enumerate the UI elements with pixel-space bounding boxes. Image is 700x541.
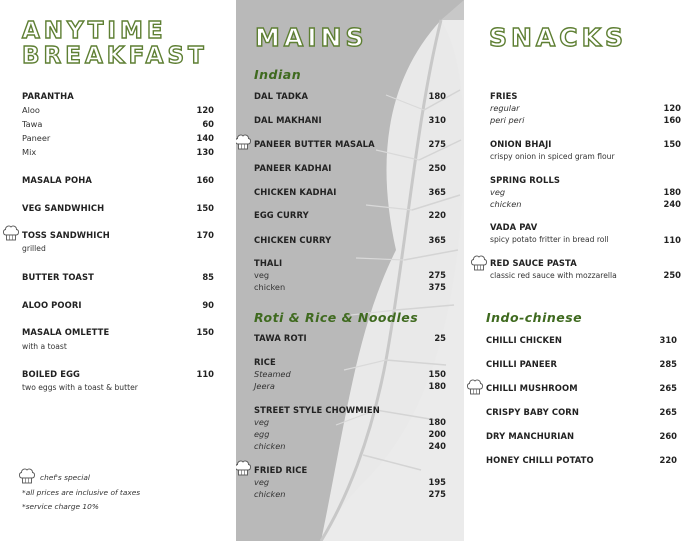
mains-title: MAINS [255, 23, 368, 52]
item-description: two eggs with a toast & butter [22, 383, 138, 392]
item-boiled-egg: BOILED EGG [22, 369, 81, 379]
variant-label: chicken [254, 489, 286, 499]
item-masala-omlette: MASALA OMLETTE [22, 327, 110, 337]
item-price: 310 [659, 335, 677, 345]
item-price: 110 [196, 369, 214, 379]
chef-special-note: chef's special [40, 473, 90, 482]
item-paneer-butter-masala: PANEER BUTTER MASALA [254, 139, 375, 149]
item-spring-rolls: SPRING ROLLS [490, 175, 561, 185]
variant-price: 240 [663, 199, 681, 209]
item-price: 265 [659, 383, 677, 393]
variant-price: 160 [663, 115, 681, 125]
item-veg-sandwich: VEG SANDWHICH [22, 203, 105, 213]
item-thali: THALI [254, 258, 283, 268]
variant-label: veg [254, 417, 270, 427]
item-street-style-chowmien: STREET STYLE CHOWMIEN [254, 405, 380, 415]
item-price: 160 [196, 175, 214, 185]
variant-price: 180 [428, 417, 446, 427]
variant-label: veg [254, 270, 270, 280]
item-onion-bhaji: ONION BHAJI [490, 139, 552, 149]
item-parantha: PARANTHA [22, 91, 74, 101]
variant-price: 60 [202, 119, 214, 129]
variant-label: egg [254, 429, 270, 439]
item-price: 285 [659, 359, 677, 369]
item-price: 250 [428, 163, 446, 173]
breakfast-title-line2: BREAKFAST [22, 43, 208, 69]
item-butter-toast: BUTTER TOAST [22, 272, 94, 282]
variant-label: veg [254, 477, 270, 487]
mains-column [236, 0, 464, 541]
snacks-column [464, 0, 700, 541]
chef-hat-icon [470, 253, 488, 273]
item-price: 90 [202, 300, 214, 310]
item-description: grilled [22, 244, 46, 253]
item-rice: RICE [254, 357, 276, 367]
variant-label: Paneer [22, 133, 51, 143]
item-price: 365 [428, 187, 446, 197]
variant-label: peri peri [490, 115, 525, 125]
item-price: 170 [196, 230, 214, 240]
variant-price: 150 [428, 369, 446, 379]
item-chilli-paneer: CHILLI PANEER [486, 359, 558, 369]
variant-label: Steamed [254, 369, 291, 379]
item-masala-poha: MASALA POHA [22, 175, 92, 185]
item-chilli-mushroom: CHILLI MUSHROOM [486, 383, 578, 393]
item-price: 250 [663, 270, 681, 280]
item-tawa-roti: TAWA ROTI [254, 333, 307, 343]
breakfast-title-line1: ANYTIME [22, 18, 167, 44]
item-price: 265 [659, 407, 677, 417]
item-price: 150 [196, 327, 214, 337]
taxes-note: *all prices are inclusive of taxes [22, 488, 141, 497]
variant-label: chicken [254, 441, 286, 451]
item-price: 220 [428, 210, 446, 220]
item-price: 220 [659, 455, 677, 465]
item-crispy-baby-corn: CRISPY BABY CORN [486, 407, 579, 417]
indian-heading: Indian [254, 67, 302, 82]
item-price: 260 [659, 431, 677, 441]
item-description: crispy onion in spiced gram flour [490, 152, 615, 161]
item-description: classic red sauce with mozzarella [490, 271, 617, 280]
variant-price: 180 [663, 187, 681, 197]
variant-label: Jeera [254, 381, 275, 391]
service-charge-note: *service charge 10% [22, 502, 99, 511]
variant-price: 275 [428, 270, 446, 280]
variant-label: Mix [22, 147, 37, 157]
variant-price: 130 [196, 147, 214, 157]
item-dal-tadka: DAL TADKA [254, 91, 309, 101]
breakfast-column [0, 0, 236, 541]
item-toss-sandwich: TOSS SANDWHICH [22, 230, 110, 240]
variant-price: 375 [428, 282, 446, 292]
item-chicken-curry: CHICKEN CURRY [254, 235, 332, 245]
variant-price: 195 [428, 477, 446, 487]
item-price: 110 [663, 235, 681, 245]
variant-label: regular [490, 103, 520, 113]
item-price: 310 [428, 115, 446, 125]
chef-hat-icon [2, 223, 20, 243]
chef-hat-icon [236, 458, 252, 478]
item-dal-makhani: DAL MAKHANI [254, 115, 322, 125]
item-description: with a toast [22, 342, 67, 351]
item-price: 25 [434, 333, 446, 343]
item-honey-chilli-potato: HONEY CHILLI POTATO [486, 455, 594, 465]
variant-price: 240 [428, 441, 446, 451]
variant-price: 120 [196, 105, 214, 115]
item-price: 150 [663, 139, 681, 149]
variant-price: 120 [663, 103, 681, 113]
item-chicken-kadhai: CHICKEN KADHAI [254, 187, 337, 197]
variant-label: chicken [254, 282, 286, 292]
variant-price: 180 [428, 381, 446, 391]
item-description: spicy potato fritter in bread roll [490, 235, 609, 244]
variant-price: 140 [196, 133, 214, 143]
item-red-sauce-pasta: RED SAUCE PASTA [490, 258, 577, 268]
item-price: 180 [428, 91, 446, 101]
item-price: 365 [428, 235, 446, 245]
item-paneer-kadhai: PANEER KADHAI [254, 163, 332, 173]
variant-price: 275 [428, 489, 446, 499]
indo-chinese-heading: Indo-chinese [486, 310, 583, 325]
chef-hat-icon [236, 132, 252, 152]
snacks-title: SNACKS [489, 23, 628, 52]
roti-rice-noodles-heading: Roti & Rice & Noodles [254, 310, 419, 325]
chef-hat-icon [466, 377, 484, 397]
item-aloo-poori: ALOO POORI [22, 300, 82, 310]
item-egg-curry: EGG CURRY [254, 210, 309, 220]
variant-label: veg [490, 187, 506, 197]
item-price: 275 [428, 139, 446, 149]
item-price: 85 [202, 272, 214, 282]
item-fried-rice: FRIED RICE [254, 465, 308, 475]
variant-label: chicken [490, 199, 522, 209]
item-chilli-chicken: CHILLI CHICKEN [486, 335, 563, 345]
chef-hat-icon [18, 466, 36, 486]
item-fries: FRIES [490, 91, 518, 101]
item-vada-pav: VADA PAV [490, 222, 538, 232]
item-dry-manchurian: DRY MANCHURIAN [486, 431, 575, 441]
item-price: 150 [196, 203, 214, 213]
variant-label: Aloo [22, 105, 40, 115]
variant-label: Tawa [22, 119, 43, 129]
variant-price: 200 [428, 429, 446, 439]
